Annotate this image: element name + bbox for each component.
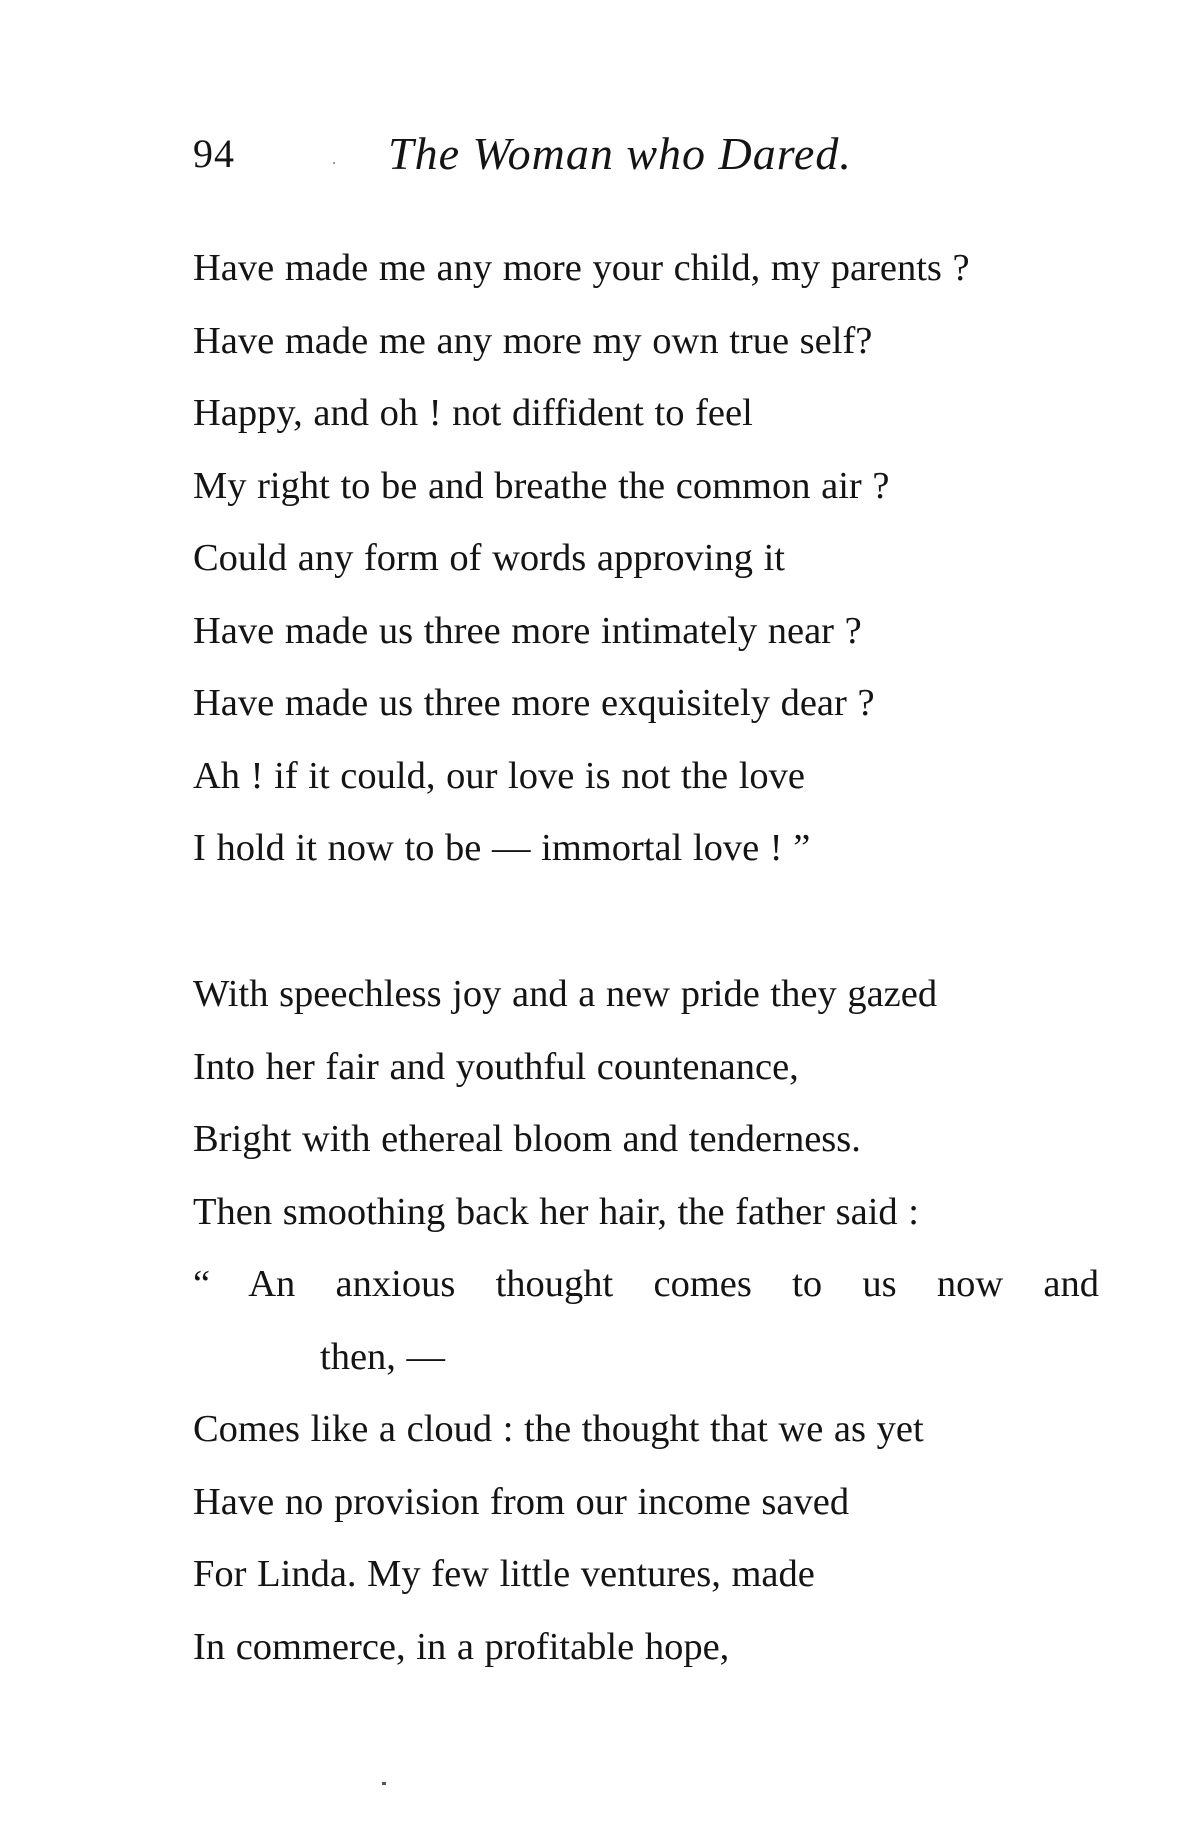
verse-line: Could any form of words approving it (193, 537, 785, 579)
running-title: The Woman who Dared. (388, 128, 852, 179)
page-number: 94 (193, 131, 235, 176)
verse-line: Have made us three more exquisitely dear ? (193, 682, 875, 724)
verse-line: Ah ! if it could, our love is not the love (193, 754, 805, 797)
verse-line: With speechless joy and a new pride they gazed (193, 973, 938, 1015)
verse-line: Happy, and oh ! not diffident to feel (193, 392, 753, 434)
verse-line: Then smoothing back her hair, the father said : (193, 1190, 919, 1233)
verse-line: Bright with ethereal bloom and tenderness. (193, 1118, 861, 1160)
verse-line: Have no provision from our income saved (193, 1480, 850, 1523)
verse-line: Have made me any more your child, my parents ? (193, 247, 970, 289)
verse-line: Comes like a cloud : the thought that we as yet (193, 1408, 924, 1450)
verse-line: Have made us three more intimately near ? (193, 609, 862, 652)
verse-line-continuation: then, — (320, 1335, 446, 1378)
verse-line: Into her fair and youthful countenance, (193, 1045, 799, 1088)
print-speck (333, 162, 335, 164)
verse-line: In commerce, in a profitable hope, (193, 1625, 730, 1668)
verse-line: For Linda. My few little ventures, made (193, 1553, 815, 1595)
stanza-1 (193, 232, 1113, 885)
stanza-2 (193, 958, 1113, 1683)
page-header (193, 124, 993, 184)
verse-line: Have made me any more my own true self? (193, 319, 873, 362)
verse-line: “ An anxious thought comes to us now and (193, 1263, 1099, 1305)
verse-line: I hold it now to be — immortal love ! ” (193, 827, 811, 869)
verse-line: My right to be and breathe the common air ? (193, 464, 890, 507)
print-speck (382, 1782, 386, 1785)
